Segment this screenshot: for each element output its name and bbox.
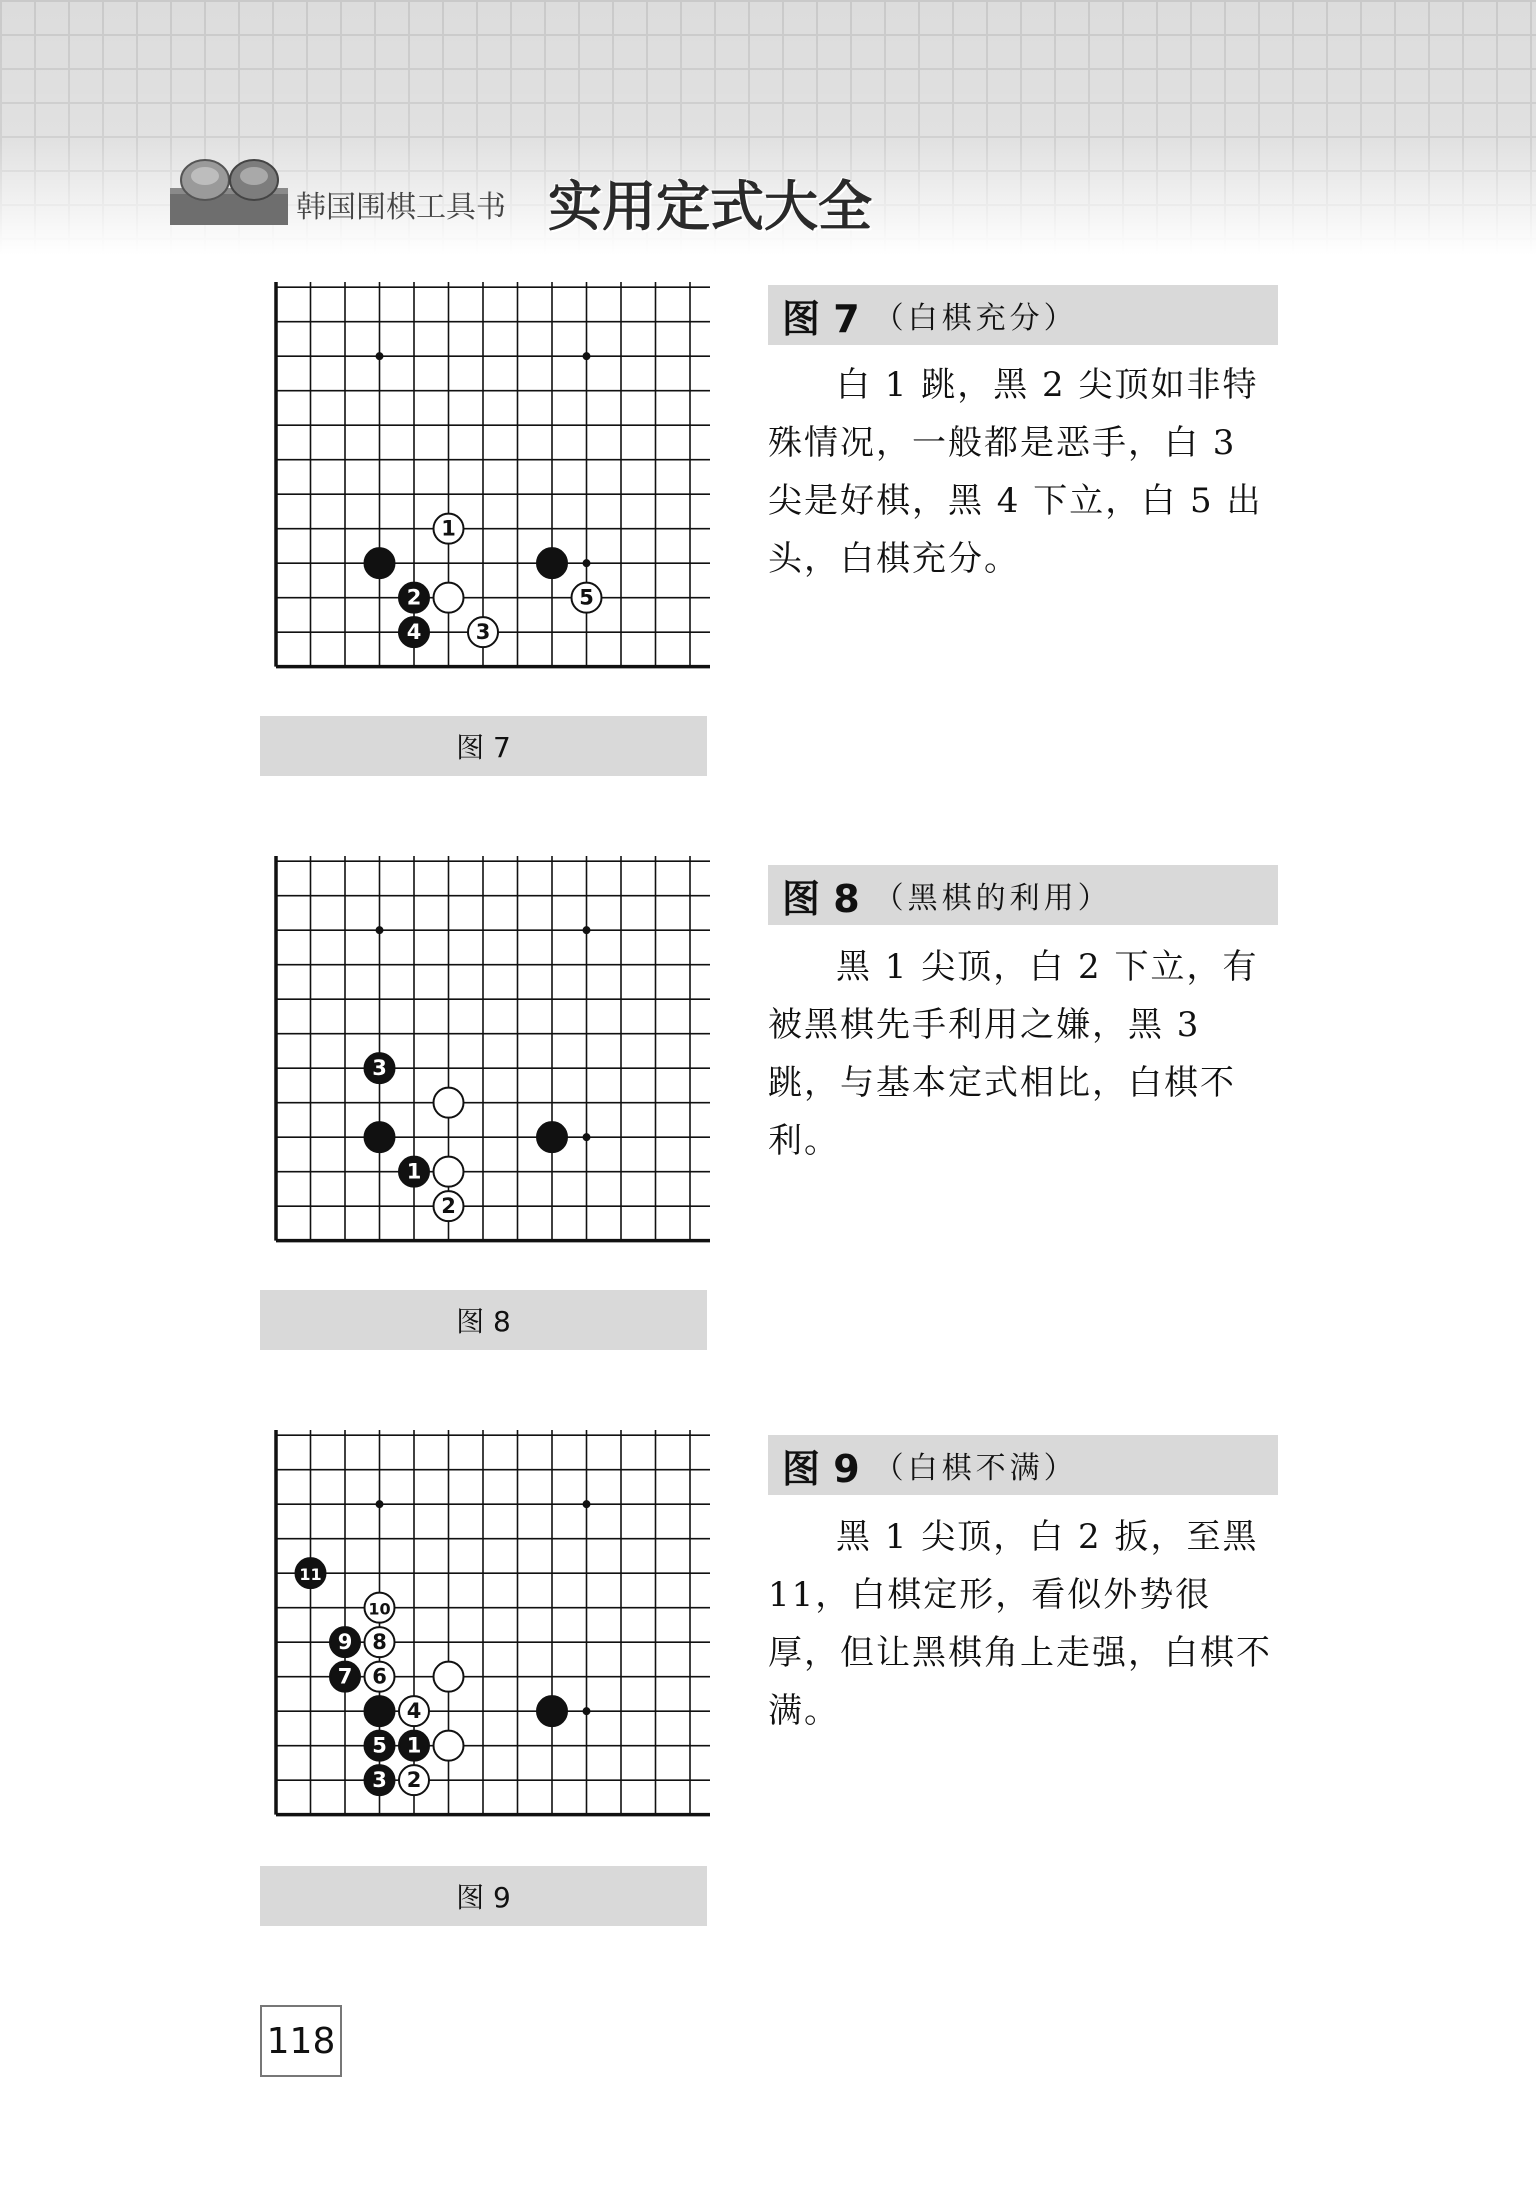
star-point	[583, 1707, 591, 1715]
stone-move-number: 4	[406, 1699, 422, 1724]
stone-move-number: 1	[406, 1733, 422, 1758]
black-stone	[537, 548, 567, 578]
black-stone	[399, 583, 429, 613]
black-stone	[296, 1558, 326, 1588]
figure-9-heading	[768, 1435, 1278, 1495]
white-stone	[365, 1627, 395, 1657]
page-header	[0, 0, 1536, 255]
figure-8-heading-number: 图 8	[782, 876, 860, 921]
figure-7-heading-number: 图 7	[782, 296, 860, 341]
white-stone	[434, 1191, 464, 1221]
stone-move-number: 2	[406, 585, 422, 610]
go-board-figure-9	[270, 1430, 710, 1850]
stone-move-number: 11	[299, 1565, 322, 1585]
stone-move-number: 5	[579, 585, 594, 610]
figure-9-heading-subtitle: （白棋不满）	[873, 1451, 1078, 1486]
figure-8-heading-subtitle: （黑棋的利用）	[873, 881, 1112, 916]
black-stone	[537, 1122, 567, 1152]
go-bowls-logo-icon	[170, 150, 288, 225]
figure-7-caption: 图 7	[260, 716, 707, 776]
white-stone	[434, 583, 464, 613]
stone-move-number: 3	[372, 1056, 387, 1081]
white-stone	[468, 617, 498, 647]
stone-move-number: 2	[441, 1194, 456, 1219]
stone-move-number: 5	[372, 1733, 387, 1758]
black-stone	[330, 1662, 360, 1692]
black-stone	[537, 1696, 567, 1726]
star-point	[376, 352, 384, 360]
figure-7-text: 白 1 跳，黑 2 尖顶如非特殊情况，一般都是恶手，白 3 尖是好棋，黑 4 下立，白 5 出头，白棋充分。	[768, 365, 1263, 579]
figure-7-heading-subtitle: （白棋充分）	[873, 301, 1078, 336]
star-point	[583, 559, 591, 567]
stone-move-number: 3	[475, 620, 491, 645]
black-stone	[365, 548, 395, 578]
go-board-figure-7	[270, 282, 710, 702]
white-stone	[399, 1765, 429, 1795]
black-stone	[399, 1157, 429, 1187]
star-point	[376, 926, 384, 934]
white-stone	[365, 1593, 395, 1623]
star-point	[376, 1500, 384, 1508]
star-point	[583, 926, 591, 934]
black-stone	[399, 617, 429, 647]
black-stone	[365, 1696, 395, 1726]
figure-8-text: 黑 1 尖顶，白 2 下立，有被黑棋先手利用之嫌，黑 3 跳，与基本定式相比，白棋不利。	[768, 947, 1259, 1161]
black-stone	[365, 1053, 395, 1083]
series-name: 韩国围棋工具书	[296, 190, 506, 225]
figure-8-heading	[768, 865, 1278, 925]
book-title: 实用定式大全	[548, 174, 872, 238]
white-stone	[434, 1662, 464, 1692]
figure-8-caption: 图 8	[260, 1290, 707, 1350]
black-stone	[365, 1731, 395, 1761]
black-stone	[330, 1627, 360, 1657]
black-stone	[365, 1122, 395, 1152]
go-board-figure-8	[270, 856, 710, 1276]
star-point	[583, 1500, 591, 1508]
stone-move-number: 2	[406, 1768, 422, 1793]
stone-move-number: 9	[337, 1630, 353, 1655]
stone-move-number: 1	[441, 516, 456, 541]
black-stone	[365, 1765, 395, 1795]
figure-9-text: 黑 1 尖顶，白 2 扳，至黑 11，白棋定形，看似外势很厚，但让黑棋角上走强，白棋不满。	[768, 1517, 1272, 1731]
page-number: 118	[260, 2005, 342, 2077]
stone-move-number: 8	[372, 1630, 387, 1655]
stone-move-number: 6	[372, 1664, 387, 1689]
white-stone	[434, 1157, 464, 1187]
white-stone	[434, 1088, 464, 1118]
figure-7-heading	[768, 285, 1278, 345]
figure-9-heading-number: 图 9	[782, 1446, 860, 1491]
stone-move-number: 3	[372, 1768, 387, 1793]
white-stone	[434, 514, 464, 544]
white-stone	[399, 1696, 429, 1726]
white-stone	[365, 1662, 395, 1692]
black-stone	[399, 1731, 429, 1761]
star-point	[583, 352, 591, 360]
stone-move-number: 1	[406, 1159, 422, 1184]
stone-move-number: 7	[337, 1664, 353, 1689]
white-stone	[572, 583, 602, 613]
white-stone	[434, 1731, 464, 1761]
star-point	[583, 1133, 591, 1141]
figure-9-caption: 图 9	[260, 1866, 707, 1926]
stone-move-number: 4	[406, 620, 422, 645]
stone-move-number: 10	[368, 1599, 391, 1619]
